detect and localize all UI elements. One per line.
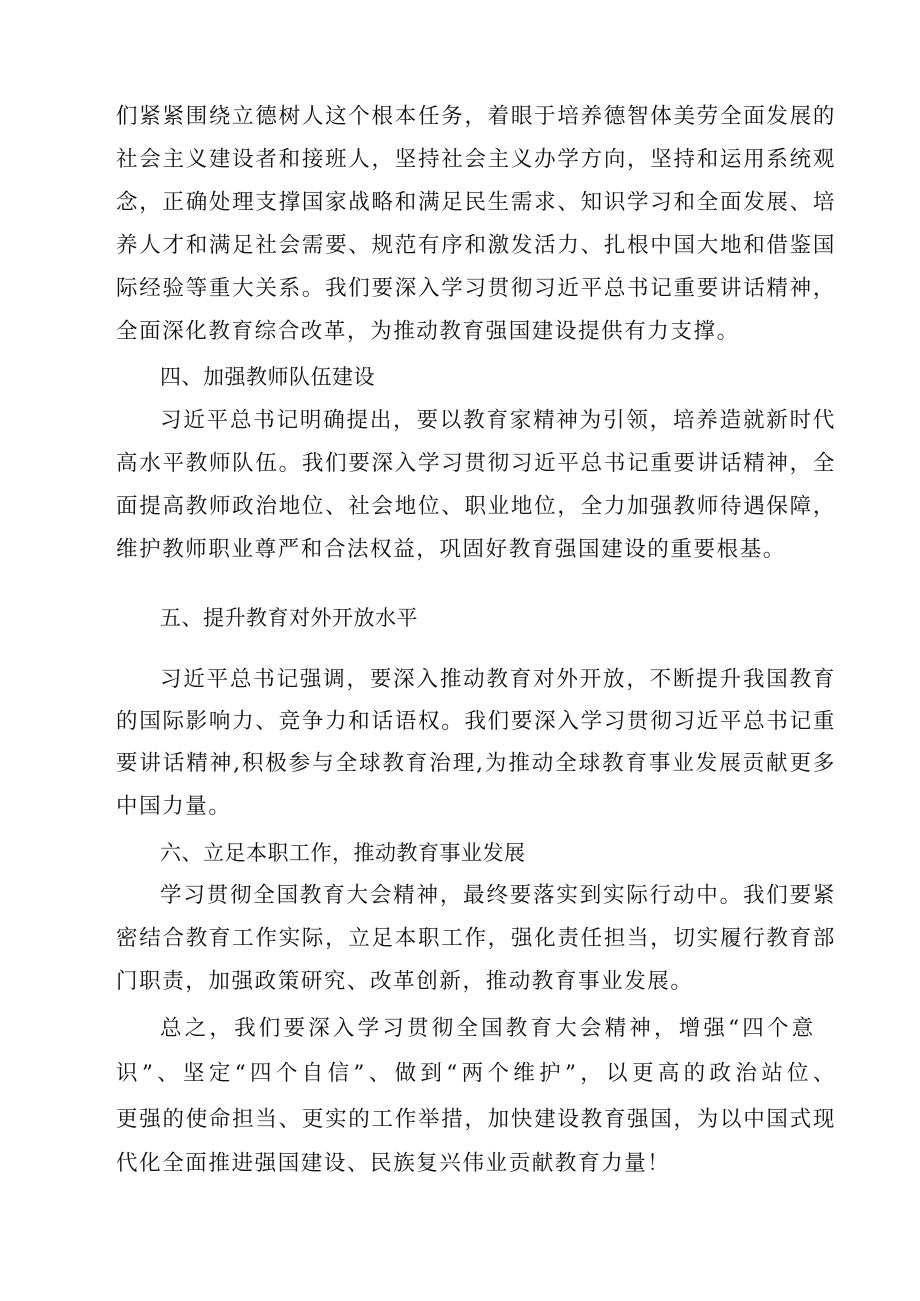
paragraph-line: 面提高教师政治地位、社会地位、职业地位，全力加强教师待遇保障， [116,494,836,519]
paragraph-line: 的国际影响力、竞争力和话语权。我们要深入学习贯彻习近平总书记重 [116,709,836,734]
paragraph-line: 养人才和满足社会需要、规范有序和激发活力、扎根中国大地和借鉴国 [116,233,836,258]
paragraph-line: 代化全面推进强国建设、民族复兴伟业贡献教育力量！ [116,1151,671,1176]
paragraph-line: 总之，我们要深入学习贯彻全国教育大会精神，增强“四个意 [160,1016,817,1041]
paragraph-line: 高水平教师队伍。我们要深入学习贯彻习近平总书记重要讲话精神，全 [116,451,836,476]
paragraph-line: 社会主义建设者和接班人，坚持社会主义办学方向，坚持和运用系统观 [116,147,836,172]
paragraph-line: 要讲话精神,积极参与全球教育治理,为推动全球教育事业发展贡献更多 [116,751,836,776]
paragraph-line: 们紧紧围绕立德树人这个根本任务，着眼于培养德智体美劳全面发展的 [116,104,836,129]
paragraph-line: 门职责，加强政策研究、改革创新，推动教育事业发展。 [116,969,694,994]
paragraph-line: 际经验等重大关系。我们要深入学习贯彻习近平总书记重要讲话精神， [116,276,836,301]
section-heading-6: 六、立足本职工作，推动教育事业发展 [160,841,526,865]
paragraph-line: 念，正确处理支撑国家战略和满足民生需求、知识学习和全面发展、培 [116,190,836,215]
section-heading-5: 五、提升教育对外开放水平 [160,606,418,630]
paragraph-line: 识”、坚定“四个自信”、做到“两个维护”，以更高的政治站位、 [116,1061,836,1086]
paragraph-line: 维护教师职业尊严和合法权益，巩固好教育强国建设的重要根基。 [116,537,786,562]
paragraph-line: 中国力量。 [116,794,232,819]
paragraph-line: 全面深化教育综合改革，为推动教育强国建设提供有力支撑。 [116,319,740,344]
paragraph-line: 更强的使命担当、更实的工作举措，加快建设教育强国，为以中国式现 [116,1107,836,1132]
paragraph-line: 密结合教育工作实际，立足本职工作，强化责任担当，切实履行教育部 [116,926,836,951]
paragraph-line: 学习贯彻全国教育大会精神，最终要落实到实际行动中。我们要紧 [160,883,836,908]
section-heading-4: 四、加强教师队伍建设 [160,365,375,389]
paragraph-line: 习近平总书记强调，要深入推动教育对外开放，不断提升我国教育 [160,667,836,692]
paragraph-line: 习近平总书记明确提出，要以教育家精神为引领，培养造就新时代 [160,408,836,433]
